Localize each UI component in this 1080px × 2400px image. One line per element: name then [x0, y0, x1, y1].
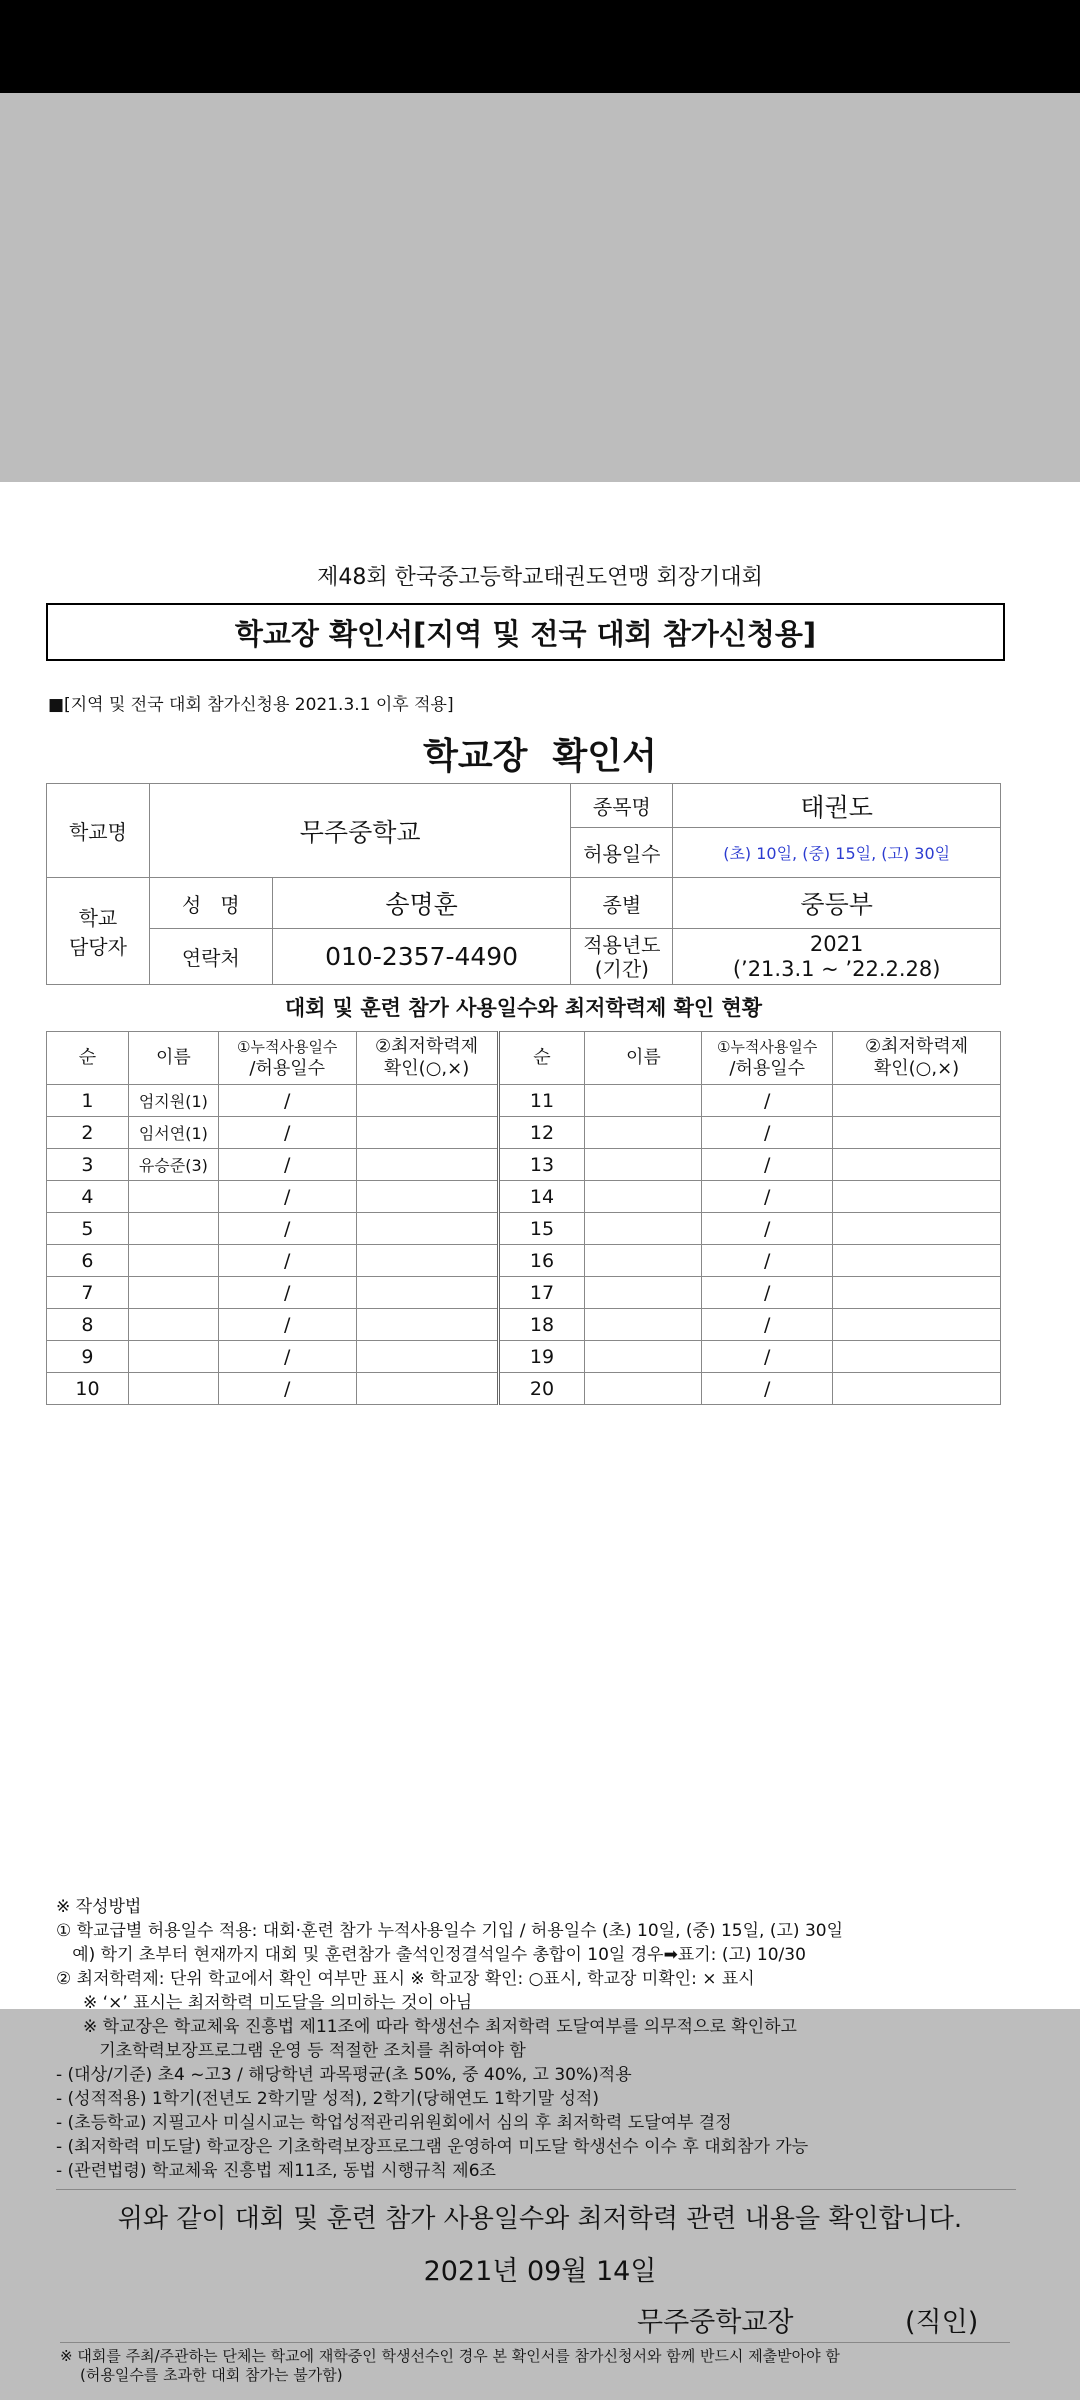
row-no-left: 9 [47, 1341, 129, 1373]
row-no-right: 12 [498, 1117, 585, 1149]
col-no-right: 순 [498, 1032, 585, 1085]
manager-label-line1: 학교 [78, 906, 118, 930]
col-days-right-line2: /허용일수 [729, 1058, 805, 1079]
row-days-right: / [702, 1149, 833, 1181]
row-grade-left [356, 1309, 498, 1341]
row-no-right: 11 [498, 1085, 585, 1117]
col-name-right: 이름 [585, 1032, 702, 1085]
allowed-days-label: 허용일수 [571, 828, 673, 878]
instruction-line: 예) 학기 초부터 현재까지 대회 및 훈련참가 출석인정결석일수 총합이 10일 경우➡표기: (고) 10/30 [56, 1945, 806, 1965]
row-name-left [128, 1181, 218, 1213]
division-label: 종별 [571, 878, 673, 929]
row-name-right [585, 1149, 702, 1181]
document-title: 학교장 확인서 [423, 736, 657, 777]
col-days-right [702, 1032, 833, 1085]
instructions [56, 1895, 1016, 2190]
col-grade-left-line1: ②최저학력제 [375, 1035, 479, 1057]
row-no-left: 1 [47, 1085, 129, 1117]
row-no-left: 10 [47, 1373, 129, 1405]
row-days-left: / [218, 1085, 356, 1117]
row-name-right [585, 1341, 702, 1373]
table-row [47, 1213, 1001, 1245]
row-days-left: / [218, 1117, 356, 1149]
table-row [47, 1277, 1001, 1309]
row-name-right [585, 1373, 702, 1405]
contest-title: 제48회 한국중고등학교태권도연맹 회장기대회 [317, 565, 763, 590]
table-row [47, 1309, 1001, 1341]
row-name-left [128, 1309, 218, 1341]
instruction-line: - (최저학력 미도달) 학교장은 기초학력보장프로그램 운영하여 미도달 학생선수 이수 후 대회참가 가능 [56, 2137, 809, 2157]
table-row [47, 1181, 1001, 1213]
row-no-right: 14 [498, 1181, 585, 1213]
col-grade-right-line2: 확인(○,×) [873, 1058, 960, 1079]
confirmation-date: 2021년 09월 14일 [423, 2256, 657, 2287]
row-grade-right [833, 1309, 1001, 1341]
manager-label-line2: 담당자 [68, 935, 127, 959]
col-days-left-line1: ①누적사용일수 [237, 1037, 338, 1056]
col-days-right-line1: ①누적사용일수 [717, 1037, 818, 1056]
row-grade-right [833, 1085, 1001, 1117]
school-label: 학교명 [47, 784, 150, 878]
instruction-line: ② 최저학력제: 단위 학교에서 확인 여부만 표시 ※ 학교장 확인: ○표시, 학교장 미확인: × 표시 [56, 1969, 755, 1989]
row-no-right: 19 [498, 1341, 585, 1373]
row-no-right: 16 [498, 1245, 585, 1277]
instruction-line: ※ ‘×’ 표시는 최저학력 미도달을 의미하는 것이 아님 [56, 1993, 473, 2013]
row-name-right [585, 1117, 702, 1149]
col-grade-right [833, 1032, 1001, 1085]
table-row [47, 1117, 1001, 1149]
row-days-left: / [218, 1149, 356, 1181]
row-days-right: / [702, 1181, 833, 1213]
row-days-left: / [218, 1213, 356, 1245]
principal-name: 무주중학교장 [637, 2307, 794, 2338]
row-days-left: / [218, 1277, 356, 1309]
col-name-left: 이름 [128, 1032, 218, 1085]
official-seal-label: (직인) [905, 2307, 979, 2338]
instruction-line: - (관련법령) 학교체육 진흥법 제11조, 동법 시행규칙 제6조 [56, 2161, 496, 2181]
row-name-left [128, 1341, 218, 1373]
row-days-left: / [218, 1341, 356, 1373]
row-grade-right [833, 1181, 1001, 1213]
row-grade-right [833, 1373, 1001, 1405]
instructions-heading: ※ 작성방법 [56, 1897, 142, 1917]
row-name-right [585, 1245, 702, 1277]
row-days-left: / [218, 1309, 356, 1341]
row-no-left: 4 [47, 1181, 129, 1213]
scope-note: ■[지역 및 전국 대회 참가신청용 2021.3.1 이후 적용] [48, 695, 454, 715]
row-name-right [585, 1181, 702, 1213]
row-name-left: 유승준(3) [128, 1149, 218, 1181]
row-days-right: / [702, 1085, 833, 1117]
row-grade-right [833, 1341, 1001, 1373]
row-name-left: 엄지원(1) [128, 1085, 218, 1117]
event-value: 태권도 [673, 784, 1001, 828]
row-grade-left [356, 1341, 498, 1373]
row-name-right [585, 1213, 702, 1245]
row-no-right: 18 [498, 1309, 585, 1341]
row-grade-left [356, 1149, 498, 1181]
year-label-line2: (기간) [594, 956, 649, 981]
footnote-line2: (허용일수를 초과한 대회 참가는 불가함) [80, 2366, 343, 2384]
row-days-right: / [702, 1277, 833, 1309]
name-label: 성 명 [149, 878, 272, 929]
row-days-right: / [702, 1309, 833, 1341]
row-days-left: / [218, 1245, 356, 1277]
row-no-left: 6 [47, 1245, 129, 1277]
instruction-line: - (초등학교) 지필고사 미실시교는 학업성적관리위원회에서 심의 후 최저학력 도달여부 결정 [56, 2113, 732, 2133]
row-grade-right [833, 1213, 1001, 1245]
year-value [673, 929, 1001, 985]
table-row [47, 1085, 1001, 1117]
status-table [46, 1031, 1001, 1405]
top-status-bar [0, 0, 1080, 93]
table-row [47, 1149, 1001, 1181]
row-days-right: / [702, 1245, 833, 1277]
row-name-left [128, 1277, 218, 1309]
manager-name: 송명훈 [272, 878, 571, 929]
instruction-line: ① 학교급별 허용일수 적용: 대회·훈련 참가 누적사용일수 기입 / 허용일수 (초) 10일, (중) 15일, (고) 30일 [56, 1921, 844, 1941]
row-grade-left [356, 1373, 498, 1405]
row-name-right [585, 1309, 702, 1341]
status-table-title: 대회 및 훈련 참가 사용일수와 최저학력제 확인 현황 [284, 996, 763, 1020]
event-label: 종목명 [571, 784, 673, 828]
row-grade-right [833, 1117, 1001, 1149]
row-days-left: / [218, 1181, 356, 1213]
footnote-line1: ※ 대회를 주최/주관하는 단체는 학교에 재학중인 학생선수인 경우 본 확인서를 참가신청서와 함께 반드시 제출받아야 함 [60, 2347, 840, 2365]
row-grade-right [833, 1149, 1001, 1181]
row-days-left: / [218, 1373, 356, 1405]
row-days-right: / [702, 1213, 833, 1245]
row-grade-left [356, 1117, 498, 1149]
instruction-line: 기초학력보장프로그램 운영 등 적절한 조치를 취하여야 함 [56, 2041, 526, 2061]
instruction-line: - (성적적용) 1학기(전년도 2학기말 성적), 2학기(당해연도 1학기말 성적) [56, 2089, 599, 2109]
table-row [47, 1341, 1001, 1373]
col-grade-left [356, 1032, 498, 1085]
table-row [47, 1245, 1001, 1277]
year-label-line1: 적용년도 [583, 932, 661, 957]
row-no-right: 17 [498, 1277, 585, 1309]
footnote [60, 2342, 1010, 2385]
row-no-left: 7 [47, 1277, 129, 1309]
row-no-left: 5 [47, 1213, 129, 1245]
row-name-left [128, 1213, 218, 1245]
col-grade-right-line1: ②최저학력제 [865, 1035, 969, 1057]
year-value-line2: (’21.3.1 ~ ’22.2.28) [732, 956, 941, 981]
row-name-right [585, 1277, 702, 1309]
row-days-right: / [702, 1117, 833, 1149]
school-info-table [46, 783, 1001, 985]
contact-label: 연락처 [149, 929, 272, 985]
row-grade-left [356, 1277, 498, 1309]
row-name-left [128, 1245, 218, 1277]
row-grade-right [833, 1245, 1001, 1277]
col-days-left [218, 1032, 356, 1085]
row-grade-left [356, 1245, 498, 1277]
manager-label [47, 878, 150, 985]
contact-value: 010-2357-4490 [272, 929, 571, 985]
col-days-left-line2: /허용일수 [249, 1058, 326, 1079]
col-no-left: 순 [47, 1032, 129, 1085]
row-no-right: 20 [498, 1373, 585, 1405]
year-value-line1: 2021 [809, 932, 864, 957]
row-no-left: 2 [47, 1117, 129, 1149]
row-name-right [585, 1085, 702, 1117]
instruction-line: - (대상/기준) 초4 ~고3 / 해당학년 과목평균(초 50%, 중 40%, 고 30%)적용 [56, 2065, 632, 2085]
school-name: 무주중학교 [149, 784, 571, 878]
row-days-right: / [702, 1373, 833, 1405]
row-no-right: 13 [498, 1149, 585, 1181]
document-page [0, 482, 1080, 2384]
instruction-line: ※ 학교장은 학교체육 진흥법 제11조에 따라 학생선수 최저학력 도달여부를 의무적으로 확인하고 [56, 2017, 797, 2037]
year-label [571, 929, 673, 985]
allowed-days-value: (초) 10일, (중) 15일, (고) 30일 [673, 828, 1001, 878]
col-grade-left-line2: 확인(○,×) [383, 1058, 470, 1079]
row-name-left [128, 1373, 218, 1405]
form-title-box: 학교장 확인서[지역 및 전국 대회 참가신청용] [46, 603, 1005, 661]
row-grade-left [356, 1085, 498, 1117]
table-row [47, 1373, 1001, 1405]
row-days-right: / [702, 1341, 833, 1373]
row-grade-left [356, 1181, 498, 1213]
row-grade-right [833, 1277, 1001, 1309]
row-no-left: 3 [47, 1149, 129, 1181]
row-grade-left [356, 1213, 498, 1245]
division-value: 중등부 [673, 878, 1001, 929]
row-no-left: 8 [47, 1309, 129, 1341]
confirmation-statement: 위와 같이 대회 및 훈련 참가 사용일수와 최저학력 관련 내용을 확인합니다. [117, 2204, 963, 2234]
row-name-left: 임서연(1) [128, 1117, 218, 1149]
row-no-right: 15 [498, 1213, 585, 1245]
